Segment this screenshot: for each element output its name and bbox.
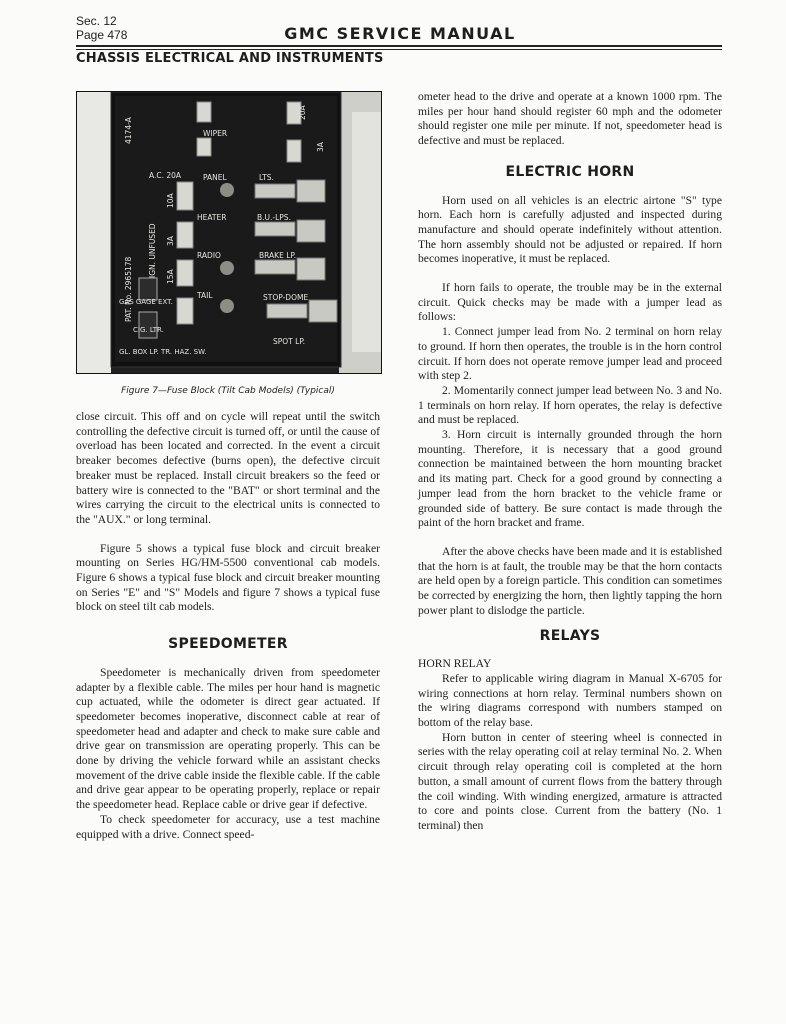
relays-heading: RELAYS xyxy=(539,627,601,644)
paragraph: After the above checks have been made and it is established that the horn is at fault, the trouble may be that the horn contacts are held open by a foreign particle. This condition can sometimes be corrected by energizing the horn, then lightly tapping the horn power plant to dislodge the particle. xyxy=(418,544,722,617)
paragraph: Speedometer is mechanically driven from speedometer adapter by a flexible cable. The miles per hour hand is magnetic cup actuated, while the odometer is direct gear actuated. If speedometer becomes inoperative, disconnect cable at rear of speedometer head and adapter and check to make sure cable and drive gear on transmission are operating properly. This can be done by driving the vehicle forward while an assistant checks movement of the drive cable inside the flexible cable. If the cable and drive gear appear to be operating properly, replace or repair the speedometer head. Replace cable or drive gear if defective. xyxy=(76,665,380,812)
label-gas-gage: GAS GAGE EXT. xyxy=(119,298,173,306)
step-3: 3. Horn circuit is internally grounded through the horn mounting. Therefore, it is necessary that a good ground connection be maintained between the horn mounting bracket and its mating part. Check for a good ground by connecting a jumper lead from the horn bracket to the vehicle frame or grounded side of battery. Be sure contact is made through the paint of the horn bracket and frame. xyxy=(418,428,722,530)
page-number: Page 478 xyxy=(76,28,128,42)
step-1: 1. Connect jumper lead from No. 2 terminal on horn relay to ground. If horn then operates, the trouble is in the horn control circuit. If horn does not operate remove jumper lead and proceed with step 2. xyxy=(418,325,722,383)
speedometer-heading: SPEEDOMETER xyxy=(168,636,288,653)
section-number: Sec. 12 xyxy=(76,14,117,28)
fuse-block-figure xyxy=(76,91,382,374)
label-cig: CIG. LTR. xyxy=(133,326,164,334)
label-15a: 15A xyxy=(166,269,175,284)
manual-title: GMC SERVICE MANUAL xyxy=(284,24,516,43)
label-wiper: WIPER xyxy=(203,129,228,138)
label-3a: 3A xyxy=(166,236,175,246)
paragraph: Horn button in center of steering wheel is connected in series with the relay operating coil at relay terminal No. 2. When circuit through relay operating coil is completed at the horn button, a small amount of current flows from the battery through the coil winding. With winding energized, armature is attracted to core and points close. Current from the battery (No. 1 terminal) then xyxy=(418,730,722,832)
label-pat-no: PAT. No. 2965178 xyxy=(124,256,133,322)
label-bu: B.U.-LPS. xyxy=(257,213,291,222)
label-stop-dome: STOP-DOME xyxy=(263,293,309,302)
label-ign-unfused: IGN. UNFUSED xyxy=(148,223,157,278)
section-title: CHASSIS ELECTRICAL AND INSTRUMENTS xyxy=(76,51,384,66)
label-ac: A.C. 20A xyxy=(149,171,182,180)
label-tail: TAIL xyxy=(197,291,213,300)
horn-relay-label: HORN RELAY xyxy=(418,657,492,671)
label-lts: LTS. xyxy=(259,173,274,182)
label-20a: 20A xyxy=(298,105,307,120)
right-column xyxy=(418,90,722,834)
left-column xyxy=(76,410,380,842)
paragraph: close circuit. This off and on cycle will repeat until the switch controlling the defective circuit is turned off, or until the cause of overload has been located and corrected. In the event a circuit breaker becomes defective (burns open), the defective circuit breaker must be replaced. Install circuit breakers so the feed or battery wire is connected to the "BAT" or short terminal and the wires carrying the circuit to the electrical units is connected to the "AUX." or long terminal. xyxy=(76,410,380,526)
step-2: 2. Momentarily connect jumper lead between No. 3 and No. 1 terminals on horn relay. If horn operates, the relay is defective and must be replaced. xyxy=(418,383,722,427)
label-glbox: GL. BOX LP. TR. HAZ. SW. xyxy=(119,348,207,356)
paragraph: Horn used on all vehicles is an electric airtone "S" type horn. Each horn is carefully adjusted and inspected during manufacture and should operate indefinitely without attention. The horn assembly should not be adjusted or repaired. If horn becomes inoperative, it must be replaced. xyxy=(418,193,722,266)
paragraph: Refer to applicable wiring diagram in Manual X-6705 for wiring connections at horn relay. Terminal numbers shown on the wiring diagrams correspond with numbers stamped on bottom of the relay base. xyxy=(418,671,722,730)
paragraph: If horn fails to operate, the trouble may be in the external circuit. Quick checks may be made with a jumper lead as follows: xyxy=(418,281,722,324)
paragraph: Figure 5 shows a typical fuse block and circuit breaker mounting on Series HG/HM-5500 conventional cab models. Figure 6 shows a typical fuse block and circuit breaker mounting on Series "E" and "S" Models and figure 7 shows a typical fuse block on steel tilt cab models. xyxy=(76,541,380,614)
paragraph: To check speedometer for accuracy, use a test machine equipped with a drive. Connect speed- xyxy=(76,812,380,841)
header-rule-thin xyxy=(76,49,722,50)
label-spot: SPOT LP. xyxy=(273,337,306,346)
paragraph: ometer head to the drive and operate at a known 1000 rpm. The miles per hour hand should register 60 mph and the odometer should register one mile per minute. If not, speedometer head is defective and must be replaced. xyxy=(418,90,722,148)
electric-horn-heading: ELECTRIC HORN xyxy=(505,163,635,180)
label-brake: BRAKE LP. xyxy=(259,251,297,260)
label-3a-b: 3A xyxy=(316,142,325,152)
page-header-section xyxy=(76,14,127,42)
label-part-no: 4174-A xyxy=(124,117,133,144)
label-radio: RADIO xyxy=(197,251,221,260)
figure-caption: Figure 7—Fuse Block (Tilt Cab Models) (Typical) xyxy=(121,386,335,396)
label-10a: 10A xyxy=(166,193,175,208)
header-rule-thick xyxy=(76,45,722,47)
label-heater: HEATER xyxy=(197,213,227,222)
label-panel: PANEL xyxy=(203,173,227,182)
